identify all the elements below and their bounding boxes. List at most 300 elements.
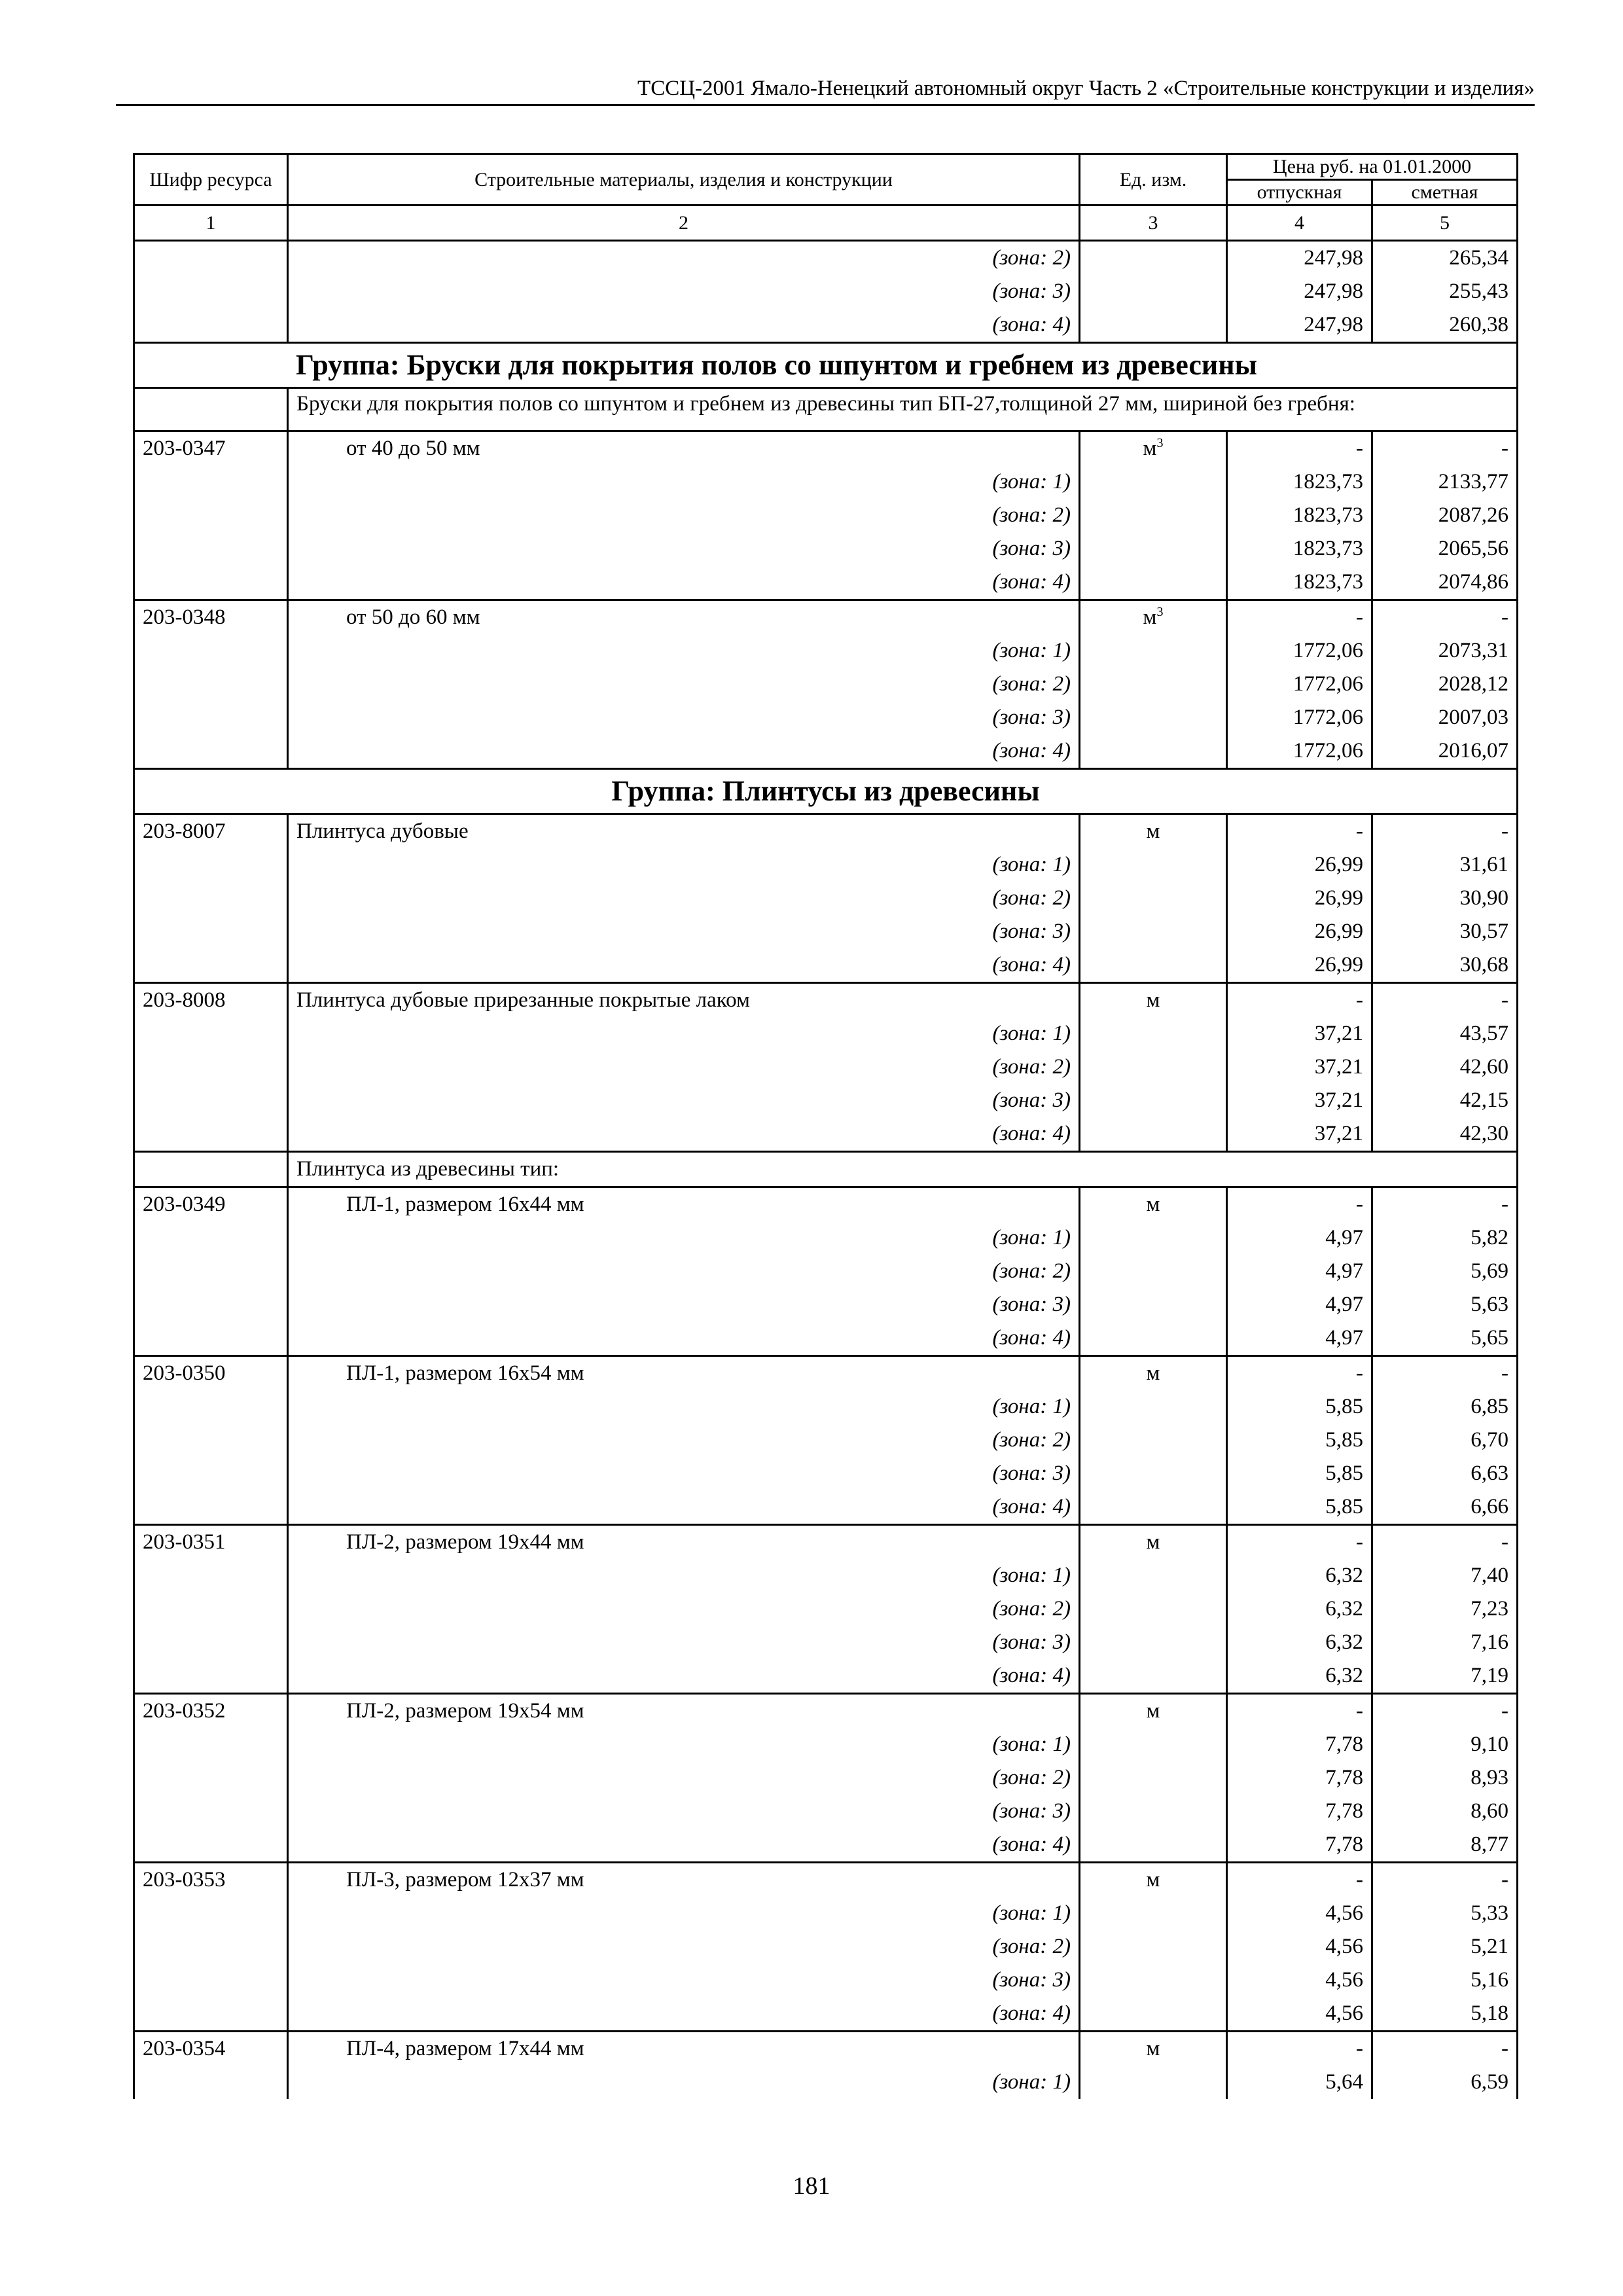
code-cell: [134, 1761, 288, 1795]
resource-row: [134, 983, 1518, 1018]
resource-row: [134, 1694, 1518, 1729]
zone-row: [134, 465, 1518, 499]
zone-row: [134, 1795, 1518, 1828]
estimate-price: 2007,03: [1372, 701, 1518, 734]
zone-row: [134, 308, 1518, 343]
zone-row: [134, 1084, 1518, 1117]
header-name: Строительные материалы, изделия и конструкции: [288, 154, 1080, 206]
code-cell: [134, 1221, 288, 1255]
release-price: -: [1227, 431, 1372, 466]
code-cell: [134, 1795, 288, 1828]
unit-cell: [1080, 465, 1227, 499]
zone-label: (зона: 1): [288, 1559, 1080, 1592]
estimate-price: 2016,07: [1372, 734, 1518, 769]
zone-label: (зона: 4): [288, 1117, 1080, 1152]
release-price: 5,85: [1227, 1424, 1372, 1457]
zone-label: (зона: 2): [288, 1255, 1080, 1288]
zone-label: (зона: 1): [288, 1221, 1080, 1255]
zone-label: (зона: 1): [288, 1897, 1080, 1930]
release-price: 6,32: [1227, 1559, 1372, 1592]
estimate-price: 6,70: [1372, 1424, 1518, 1457]
unit-cell: [1080, 308, 1227, 343]
release-price: 6,32: [1227, 1659, 1372, 1694]
zone-label: (зона: 2): [288, 882, 1080, 915]
unit-text: м: [1143, 605, 1157, 629]
unit-text: м: [1146, 1361, 1160, 1385]
resource-code: 203-0350: [134, 1356, 288, 1391]
unit-cell: [1080, 600, 1227, 635]
code-cell: [134, 2066, 288, 2099]
resource-row: [134, 1863, 1518, 1897]
zone-row: [134, 532, 1518, 565]
zone-label: (зона: 3): [288, 1795, 1080, 1828]
code-cell: [134, 734, 288, 769]
resource-name: ПЛ-1, размером 16х54 мм: [288, 1356, 1080, 1391]
resource-row: [134, 1187, 1518, 1222]
unit-text: м: [1146, 1193, 1160, 1216]
zone-label: (зона: 2): [288, 1930, 1080, 1964]
unit-cell: [1080, 848, 1227, 882]
estimate-price: 31,61: [1372, 848, 1518, 882]
resource-code: 203-0353: [134, 1863, 288, 1897]
release-price: -: [1227, 1525, 1372, 1560]
zone-row: [134, 241, 1518, 276]
code-cell: [134, 388, 288, 431]
code-cell: [134, 1659, 288, 1694]
unit-cell: [1080, 1930, 1227, 1964]
estimate-price: 43,57: [1372, 1017, 1518, 1050]
zone-row: [134, 1659, 1518, 1694]
zone-label: (зона: 3): [288, 701, 1080, 734]
code-cell: [134, 701, 288, 734]
estimate-price: 30,57: [1372, 915, 1518, 948]
zone-label: (зона: 1): [288, 1017, 1080, 1050]
estimate-price: 2028,12: [1372, 668, 1518, 701]
estimate-price: 8,77: [1372, 1828, 1518, 1863]
zone-label: (зона: 4): [288, 1659, 1080, 1694]
header-unit: Ед. изм.: [1080, 154, 1227, 206]
estimate-price: 5,21: [1372, 1930, 1518, 1964]
release-price: 4,56: [1227, 1997, 1372, 2032]
header-estimate: сметная: [1372, 180, 1518, 206]
unit-cell: [1080, 1694, 1227, 1729]
release-price: 4,56: [1227, 1930, 1372, 1964]
zone-row: [134, 701, 1518, 734]
resource-row: [134, 814, 1518, 849]
estimate-price: 7,23: [1372, 1592, 1518, 1626]
group-description: Бруски для покрытия полов со шпунтом и гребнем из древесины тип БП-27,толщиной 27 мм, шириной без гребня:: [288, 388, 1518, 431]
release-price: -: [1227, 1356, 1372, 1391]
estimate-price: 42,30: [1372, 1117, 1518, 1152]
zone-label: (зона: 3): [288, 532, 1080, 565]
zone-label: (зона: 2): [288, 668, 1080, 701]
code-cell: [134, 1084, 288, 1117]
zone-row: [134, 1997, 1518, 2032]
code-cell: [134, 275, 288, 308]
code-cell: [134, 882, 288, 915]
release-price: 7,78: [1227, 1728, 1372, 1761]
zone-label: (зона: 1): [288, 1728, 1080, 1761]
unit-cell: [1080, 1457, 1227, 1490]
zone-label: (зона: 2): [288, 1761, 1080, 1795]
unit-cell: [1080, 1490, 1227, 1525]
estimate-price: 5,18: [1372, 1997, 1518, 2032]
release-price: 4,97: [1227, 1288, 1372, 1321]
zone-label: (зона: 4): [288, 1321, 1080, 1356]
resource-row: [134, 431, 1518, 466]
estimate-price: 2065,56: [1372, 532, 1518, 565]
code-cell: [134, 1321, 288, 1356]
estimate-price: 42,15: [1372, 1084, 1518, 1117]
code-cell: [134, 308, 288, 343]
unit-cell: [1080, 1187, 1227, 1222]
zone-row: [134, 1490, 1518, 1525]
code-cell: [134, 565, 288, 600]
estimate-price: 260,38: [1372, 308, 1518, 343]
code-cell: [134, 1828, 288, 1863]
code-cell: [134, 1728, 288, 1761]
column-number-row: [134, 206, 1518, 241]
resource-name: Плинтуса дубовые прирезанные покрытые лаком: [288, 983, 1080, 1018]
estimate-price: -: [1372, 1694, 1518, 1729]
unit-cell: [1080, 1559, 1227, 1592]
code-cell: [134, 499, 288, 532]
resource-name: Плинтуса дубовые: [288, 814, 1080, 849]
zone-label: (зона: 3): [288, 1084, 1080, 1117]
group-title: Группа: Бруски для покрытия полов со шпунтом и гребнем из древесины: [134, 343, 1518, 388]
resource-code: 203-0349: [134, 1187, 288, 1222]
col-number: 3: [1080, 206, 1227, 241]
zone-label: (зона: 2): [288, 241, 1080, 276]
resource-name: ПЛ-1, размером 16х44 мм: [288, 1187, 1080, 1222]
unit-cell: [1080, 1795, 1227, 1828]
code-cell: [134, 668, 288, 701]
unit-text: м: [1146, 2037, 1160, 2060]
zone-row: [134, 882, 1518, 915]
resource-row: [134, 600, 1518, 635]
resource-name: ПЛ-2, размером 19х44 мм: [288, 1525, 1080, 1560]
estimate-price: 42,60: [1372, 1050, 1518, 1084]
code-cell: [134, 634, 288, 668]
price-table: [133, 153, 1518, 2099]
unit-cell: [1080, 734, 1227, 769]
release-price: 5,85: [1227, 1457, 1372, 1490]
unit-cell: [1080, 565, 1227, 600]
zone-row: [134, 1221, 1518, 1255]
estimate-price: -: [1372, 1863, 1518, 1897]
unit-cell: [1080, 1017, 1227, 1050]
estimate-price: 5,82: [1372, 1221, 1518, 1255]
zone-label: (зона: 1): [288, 848, 1080, 882]
group-title: Группа: Плинтусы из древесины: [134, 769, 1518, 814]
zone-label: (зона: 3): [288, 915, 1080, 948]
zone-row: [134, 1457, 1518, 1490]
release-price: 247,98: [1227, 308, 1372, 343]
resource-name: от 40 до 50 мм: [288, 431, 1080, 466]
release-price: 1823,73: [1227, 465, 1372, 499]
header-rule: [116, 104, 1535, 106]
estimate-price: 255,43: [1372, 275, 1518, 308]
estimate-price: 6,63: [1372, 1457, 1518, 1490]
price-table-body: [134, 154, 1518, 2100]
release-price: 6,32: [1227, 1592, 1372, 1626]
resource-code: 203-0347: [134, 431, 288, 466]
estimate-price: 2133,77: [1372, 465, 1518, 499]
unit-cell: [1080, 1592, 1227, 1626]
unit-cell: [1080, 431, 1227, 466]
estimate-price: 2087,26: [1372, 499, 1518, 532]
code-cell: [134, 948, 288, 983]
release-price: 4,97: [1227, 1221, 1372, 1255]
estimate-price: 8,93: [1372, 1761, 1518, 1795]
unit-cell: [1080, 1728, 1227, 1761]
code-cell: [134, 1288, 288, 1321]
estimate-price: 5,63: [1372, 1288, 1518, 1321]
unit-cell: [1080, 983, 1227, 1018]
release-price: 6,32: [1227, 1626, 1372, 1659]
unit-cell: [1080, 1288, 1227, 1321]
release-price: 1823,73: [1227, 499, 1372, 532]
release-price: 4,97: [1227, 1321, 1372, 1356]
estimate-price: -: [1372, 431, 1518, 466]
header-price: Цена руб. на 01.01.2000: [1227, 154, 1518, 180]
unit-cell: [1080, 1255, 1227, 1288]
zone-label: (зона: 1): [288, 634, 1080, 668]
release-price: -: [1227, 600, 1372, 635]
resource-code: 203-8008: [134, 983, 288, 1018]
release-price: 1772,06: [1227, 734, 1372, 769]
zone-label: (зона: 4): [288, 1490, 1080, 1525]
unit-cell: [1080, 1761, 1227, 1795]
subheading-row: [134, 1152, 1518, 1187]
estimate-price: 30,68: [1372, 948, 1518, 983]
resource-name: ПЛ-3, размером 12х37 мм: [288, 1863, 1080, 1897]
zone-label: (зона: 2): [288, 1050, 1080, 1084]
description-row: [134, 388, 1518, 431]
unit-cell: [1080, 701, 1227, 734]
unit-text: м: [1143, 437, 1157, 460]
zone-row: [134, 734, 1518, 769]
estimate-price: 5,69: [1372, 1255, 1518, 1288]
release-price: 1823,73: [1227, 565, 1372, 600]
code-cell: [134, 1424, 288, 1457]
estimate-price: 7,40: [1372, 1559, 1518, 1592]
resource-name: ПЛ-2, размером 19х54 мм: [288, 1694, 1080, 1729]
release-price: 1772,06: [1227, 668, 1372, 701]
code-cell: [134, 1457, 288, 1490]
estimate-price: -: [1372, 600, 1518, 635]
estimate-price: 30,90: [1372, 882, 1518, 915]
unit-cell: [1080, 2066, 1227, 2099]
code-cell: [134, 1152, 288, 1187]
zone-label: (зона: 4): [288, 1997, 1080, 2032]
release-price: -: [1227, 1187, 1372, 1222]
page-number: 181: [793, 2172, 830, 2200]
header-code: Шифр ресурса: [134, 154, 288, 206]
release-price: 37,21: [1227, 1084, 1372, 1117]
zone-row: [134, 668, 1518, 701]
zone-label: (зона: 2): [288, 1592, 1080, 1626]
release-price: 7,78: [1227, 1795, 1372, 1828]
zone-label: (зона: 4): [288, 308, 1080, 343]
release-price: 5,85: [1227, 1390, 1372, 1424]
estimate-price: 2074,86: [1372, 565, 1518, 600]
unit-cell: [1080, 241, 1227, 276]
resource-code: 203-0351: [134, 1525, 288, 1560]
resource-code: 203-8007: [134, 814, 288, 849]
release-price: -: [1227, 983, 1372, 1018]
zone-label: (зона: 4): [288, 948, 1080, 983]
release-price: 1823,73: [1227, 532, 1372, 565]
zone-label: (зона: 1): [288, 465, 1080, 499]
zone-row: [134, 1559, 1518, 1592]
table-header-row-1: [134, 154, 1518, 180]
estimate-price: 5,33: [1372, 1897, 1518, 1930]
release-price: 5,85: [1227, 1490, 1372, 1525]
unit-cell: [1080, 668, 1227, 701]
release-price: 5,64: [1227, 2066, 1372, 2099]
unit-cell: [1080, 634, 1227, 668]
release-price: 1772,06: [1227, 634, 1372, 668]
zone-row: [134, 1255, 1518, 1288]
unit-cell: [1080, 1659, 1227, 1694]
header-release: отпускная: [1227, 180, 1372, 206]
code-cell: [134, 1626, 288, 1659]
release-price: 26,99: [1227, 848, 1372, 882]
code-cell: [134, 241, 288, 276]
estimate-price: -: [1372, 1525, 1518, 1560]
estimate-price: 7,16: [1372, 1626, 1518, 1659]
estimate-price: 2073,31: [1372, 634, 1518, 668]
col-number: 4: [1227, 206, 1372, 241]
estimate-price: 8,60: [1372, 1795, 1518, 1828]
code-cell: [134, 1017, 288, 1050]
release-price: 4,97: [1227, 1255, 1372, 1288]
resource-code: 203-0348: [134, 600, 288, 635]
estimate-price: 265,34: [1372, 241, 1518, 276]
release-price: 37,21: [1227, 1017, 1372, 1050]
zone-row: [134, 1930, 1518, 1964]
zone-row: [134, 1017, 1518, 1050]
estimate-price: -: [1372, 983, 1518, 1018]
unit-exponent: 3: [1156, 436, 1164, 450]
zone-row: [134, 1626, 1518, 1659]
unit-cell: [1080, 1626, 1227, 1659]
code-cell: [134, 1930, 288, 1964]
unit-cell: [1080, 814, 1227, 849]
estimate-price: -: [1372, 1356, 1518, 1391]
unit-text: м: [1146, 1530, 1160, 1554]
unit-cell: [1080, 948, 1227, 983]
release-price: -: [1227, 2032, 1372, 2066]
zone-row: [134, 1828, 1518, 1863]
unit-cell: [1080, 1424, 1227, 1457]
code-cell: [134, 532, 288, 565]
release-price: 37,21: [1227, 1050, 1372, 1084]
zone-row: [134, 915, 1518, 948]
col-number: 1: [134, 206, 288, 241]
zone-row: [134, 2066, 1518, 2099]
release-price: 37,21: [1227, 1117, 1372, 1152]
unit-cell: [1080, 1525, 1227, 1560]
resource-row: [134, 2032, 1518, 2066]
estimate-price: -: [1372, 2032, 1518, 2066]
zone-row: [134, 565, 1518, 600]
unit-cell: [1080, 915, 1227, 948]
unit-cell: [1080, 1050, 1227, 1084]
release-price: 4,56: [1227, 1964, 1372, 1997]
unit-cell: [1080, 1897, 1227, 1930]
unit-cell: [1080, 499, 1227, 532]
estimate-price: 5,16: [1372, 1964, 1518, 1997]
col-number: 2: [288, 206, 1080, 241]
zone-row: [134, 1424, 1518, 1457]
zone-row: [134, 1897, 1518, 1930]
zone-label: (зона: 4): [288, 734, 1080, 769]
unit-exponent: 3: [1156, 605, 1164, 619]
zone-label: (зона: 2): [288, 1424, 1080, 1457]
zone-label: (зона: 1): [288, 2066, 1080, 2099]
code-cell: [134, 1964, 288, 1997]
group-heading-row: [134, 343, 1518, 388]
release-price: 4,56: [1227, 1897, 1372, 1930]
release-price: 7,78: [1227, 1828, 1372, 1863]
code-cell: [134, 1592, 288, 1626]
release-price: 26,99: [1227, 882, 1372, 915]
estimate-price: 7,19: [1372, 1659, 1518, 1694]
zone-row: [134, 275, 1518, 308]
code-cell: [134, 1559, 288, 1592]
zone-row: [134, 948, 1518, 983]
col-number: 5: [1372, 206, 1518, 241]
code-cell: [134, 1255, 288, 1288]
resource-code: 203-0354: [134, 2032, 288, 2066]
zone-label: (зона: 3): [288, 1964, 1080, 1997]
code-cell: [134, 465, 288, 499]
zone-row: [134, 1592, 1518, 1626]
resource-code: 203-0352: [134, 1694, 288, 1729]
code-cell: [134, 1997, 288, 2032]
unit-cell: [1080, 1117, 1227, 1152]
release-price: -: [1227, 814, 1372, 849]
estimate-price: 6,85: [1372, 1390, 1518, 1424]
resource-name: ПЛ-4, размером 17х44 мм: [288, 2032, 1080, 2066]
zone-label: (зона: 2): [288, 499, 1080, 532]
zone-label: (зона: 3): [288, 275, 1080, 308]
unit-cell: [1080, 1964, 1227, 1997]
unit-cell: [1080, 1390, 1227, 1424]
unit-cell: [1080, 1863, 1227, 1897]
resource-name: от 50 до 60 мм: [288, 600, 1080, 635]
release-price: 26,99: [1227, 915, 1372, 948]
unit-cell: [1080, 1084, 1227, 1117]
zone-row: [134, 1761, 1518, 1795]
code-cell: [134, 1490, 288, 1525]
release-price: 1772,06: [1227, 701, 1372, 734]
unit-cell: [1080, 882, 1227, 915]
zone-label: (зона: 3): [288, 1626, 1080, 1659]
release-price: -: [1227, 1863, 1372, 1897]
zone-row: [134, 1288, 1518, 1321]
code-cell: [134, 1117, 288, 1152]
release-price: -: [1227, 1694, 1372, 1729]
subheading: Плинтуса из древесины тип:: [288, 1152, 1518, 1187]
unit-cell: [1080, 275, 1227, 308]
unit-cell: [1080, 1321, 1227, 1356]
code-cell: [134, 1390, 288, 1424]
code-cell: [134, 1897, 288, 1930]
release-price: 247,98: [1227, 275, 1372, 308]
